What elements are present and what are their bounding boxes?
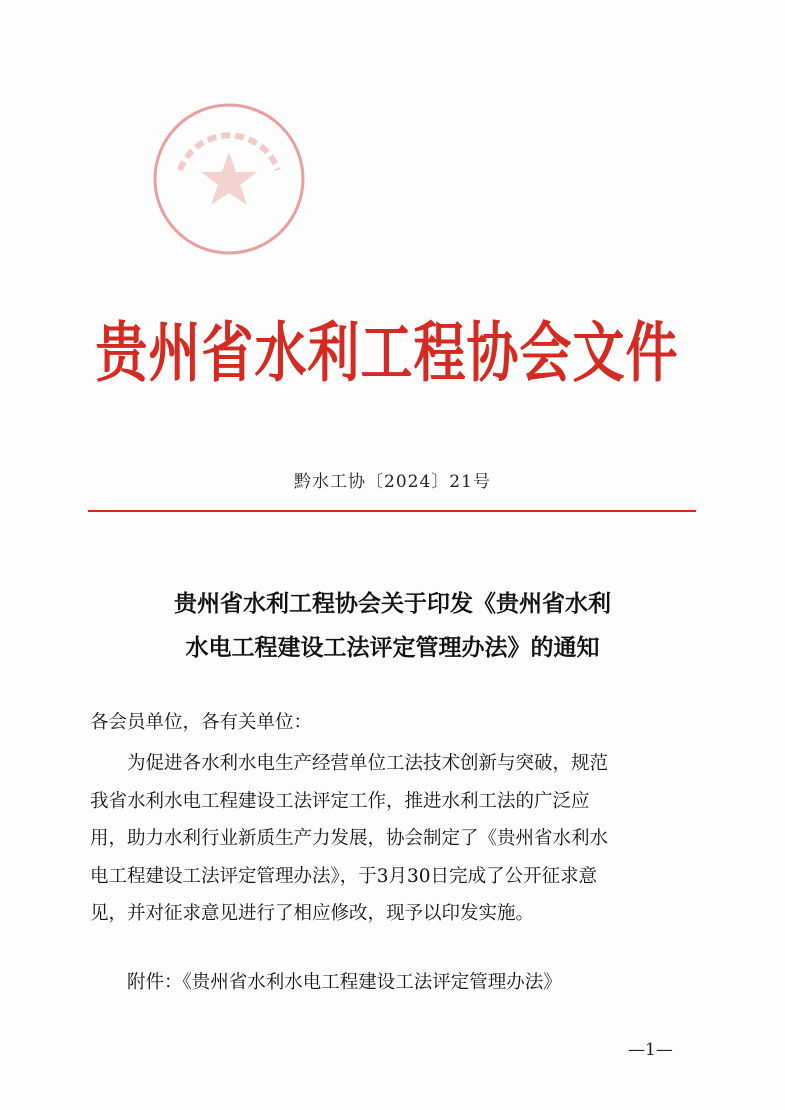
page-number: —1— <box>628 1040 673 1060</box>
letterhead-title: 贵州省水利工程协会文件 <box>95 316 679 392</box>
body-line: 见，并对征求意见进行了相应修改，现予以印发实施。 <box>90 903 535 924</box>
document-number: 黔水工协〔2024〕21号 <box>294 472 491 492</box>
body-line: 电工程建设工法评定管理办法》，于3月30日完成了公开征求意 <box>90 865 598 887</box>
body-line: 为促进各水利水电生产经营单位工法技术创新与突破，规范 <box>127 753 609 774</box>
document-title-line-2: 水电工程建设工法评定管理办法》的通知 <box>185 635 600 661</box>
body-line: 用，助力水利行业新质生产力发展，协会制定了《贵州省水利水 <box>90 828 609 849</box>
body-paragraph <box>90 745 700 933</box>
document-title <box>90 582 695 670</box>
red-divider-line <box>88 510 696 512</box>
attachment-note: 附件：《贵州省水利水电工程建设工法评定管理办法》 <box>127 972 562 993</box>
body-line: 我省水利水电工程建设工法评定工作，推进水利工法的广泛应 <box>90 790 590 812</box>
official-seal-stamp <box>150 100 308 258</box>
document-title-line-1: 贵州省水利工程协会关于印发《贵州省水利 <box>174 591 611 617</box>
salutation: 各会员单位，各有关单位： <box>90 712 313 733</box>
